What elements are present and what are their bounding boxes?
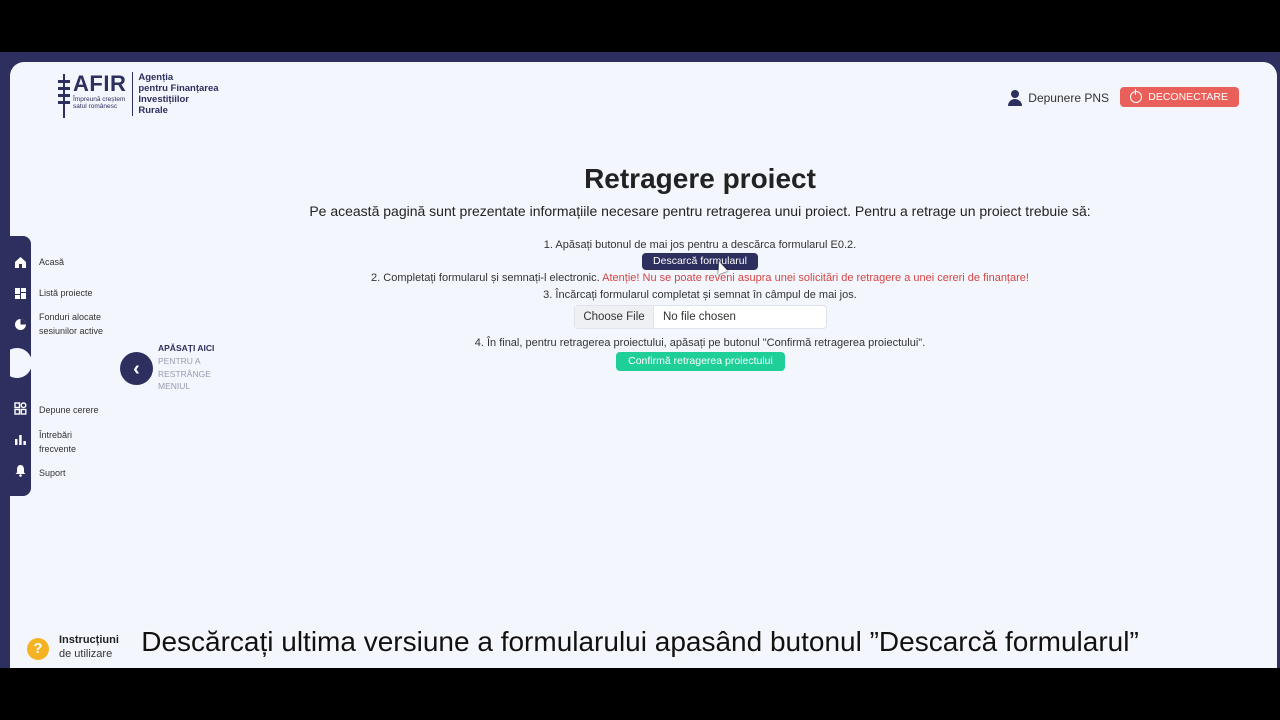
rail-notch bbox=[10, 348, 32, 378]
logout-button[interactable] bbox=[1120, 87, 1239, 107]
logo-agency-line: Agenția bbox=[138, 72, 174, 83]
logo-left-block bbox=[73, 72, 133, 116]
apps-icon[interactable] bbox=[14, 402, 27, 415]
sidebar-item-lista-proiecte[interactable]: Listă proiecte bbox=[39, 288, 93, 298]
collapse-hint-subtitle: PENTRU A RESTRÂNGE MENIUL bbox=[158, 356, 211, 391]
home-icon[interactable] bbox=[14, 256, 27, 269]
help-icon[interactable]: ? bbox=[27, 638, 49, 660]
logo-agency-line: Rurale bbox=[138, 105, 168, 116]
help-subtitle[interactable]: de utilizare bbox=[59, 648, 113, 660]
page-title: Retragere proiect bbox=[584, 163, 816, 194]
sidebar-item-suport[interactable]: Suport bbox=[39, 468, 66, 478]
user-menu[interactable] bbox=[1008, 90, 1109, 106]
sidebar-item-intrebari[interactable]: Întrebări frecvente bbox=[39, 430, 77, 454]
wheat-icon bbox=[58, 74, 70, 118]
sidebar-item-fonduri[interactable]: Fonduri alocate sesiunilor active bbox=[39, 312, 104, 336]
step-3-text: 3. Încărcați formularul completat și semnat în câmpul de mai jos. bbox=[543, 289, 857, 301]
step-4-text: 4. În final, pentru retragerea proiectului, apăsați pe butonul "Confirmă retragerea proiectului". bbox=[474, 337, 926, 349]
step-1-text: 1. Apăsați butonul de mai jos pentru a descărca formularul E0.2. bbox=[543, 239, 857, 251]
pie-chart-icon[interactable] bbox=[14, 318, 27, 331]
bar-chart-icon[interactable] bbox=[14, 433, 27, 446]
logo-agency-name bbox=[138, 72, 228, 116]
power-icon bbox=[1130, 91, 1142, 103]
app-page bbox=[10, 62, 1277, 668]
step-2-text: 2. Completați formularul și semnați-l electronic. bbox=[371, 272, 600, 284]
file-status: No file chosen bbox=[663, 311, 736, 323]
help-title[interactable]: Instrucțiuni bbox=[59, 634, 119, 646]
download-form-button[interactable]: Descarcă formularul bbox=[642, 253, 758, 270]
logo-agency-line: pentru Finanțarea bbox=[138, 83, 219, 94]
file-upload-field[interactable] bbox=[574, 305, 827, 329]
user-label: Depunere PNS bbox=[1028, 91, 1109, 105]
chevron-left-icon: ‹ bbox=[133, 357, 140, 380]
user-icon bbox=[1008, 90, 1022, 106]
collapse-hint-title: APĂSAȚI AICI bbox=[158, 343, 215, 353]
step-2 bbox=[10, 272, 1277, 284]
confirm-withdrawal-button[interactable]: Confirmă retragerea proiectului bbox=[616, 352, 785, 371]
logo-tagline-2: satul românesc bbox=[73, 103, 118, 110]
logo-tagline-1: Împreună creștem bbox=[73, 96, 126, 103]
intro-text: Pe această pagină sunt prezentate informațiile necesare pentru retragerea unui proiect. Pentru a retrage un proiect trebuie să: bbox=[309, 203, 1091, 219]
video-caption: Descărcați ultima versiune a formularului apasând butonul ”Descarcă formularul” bbox=[141, 626, 1139, 657]
logout-label: DECONECTARE bbox=[1148, 91, 1228, 103]
sidebar-item-depune-cerere[interactable]: Depune cerere bbox=[39, 405, 99, 415]
sidebar-item-acasa[interactable]: Acasă bbox=[39, 257, 65, 267]
step-2-warning: Atenție! Nu se poate reveni asupra unei solicitări de retragere a unei cereri de finanțare! bbox=[602, 272, 1029, 284]
choose-file-button[interactable]: Choose File bbox=[575, 306, 654, 328]
logo-agency-line: Investițiilor bbox=[138, 94, 190, 105]
bell-icon[interactable] bbox=[14, 464, 27, 477]
collapse-menu-button[interactable] bbox=[120, 352, 153, 385]
afir-logo[interactable] bbox=[58, 72, 228, 118]
logo-name: AFIR bbox=[73, 71, 127, 96]
